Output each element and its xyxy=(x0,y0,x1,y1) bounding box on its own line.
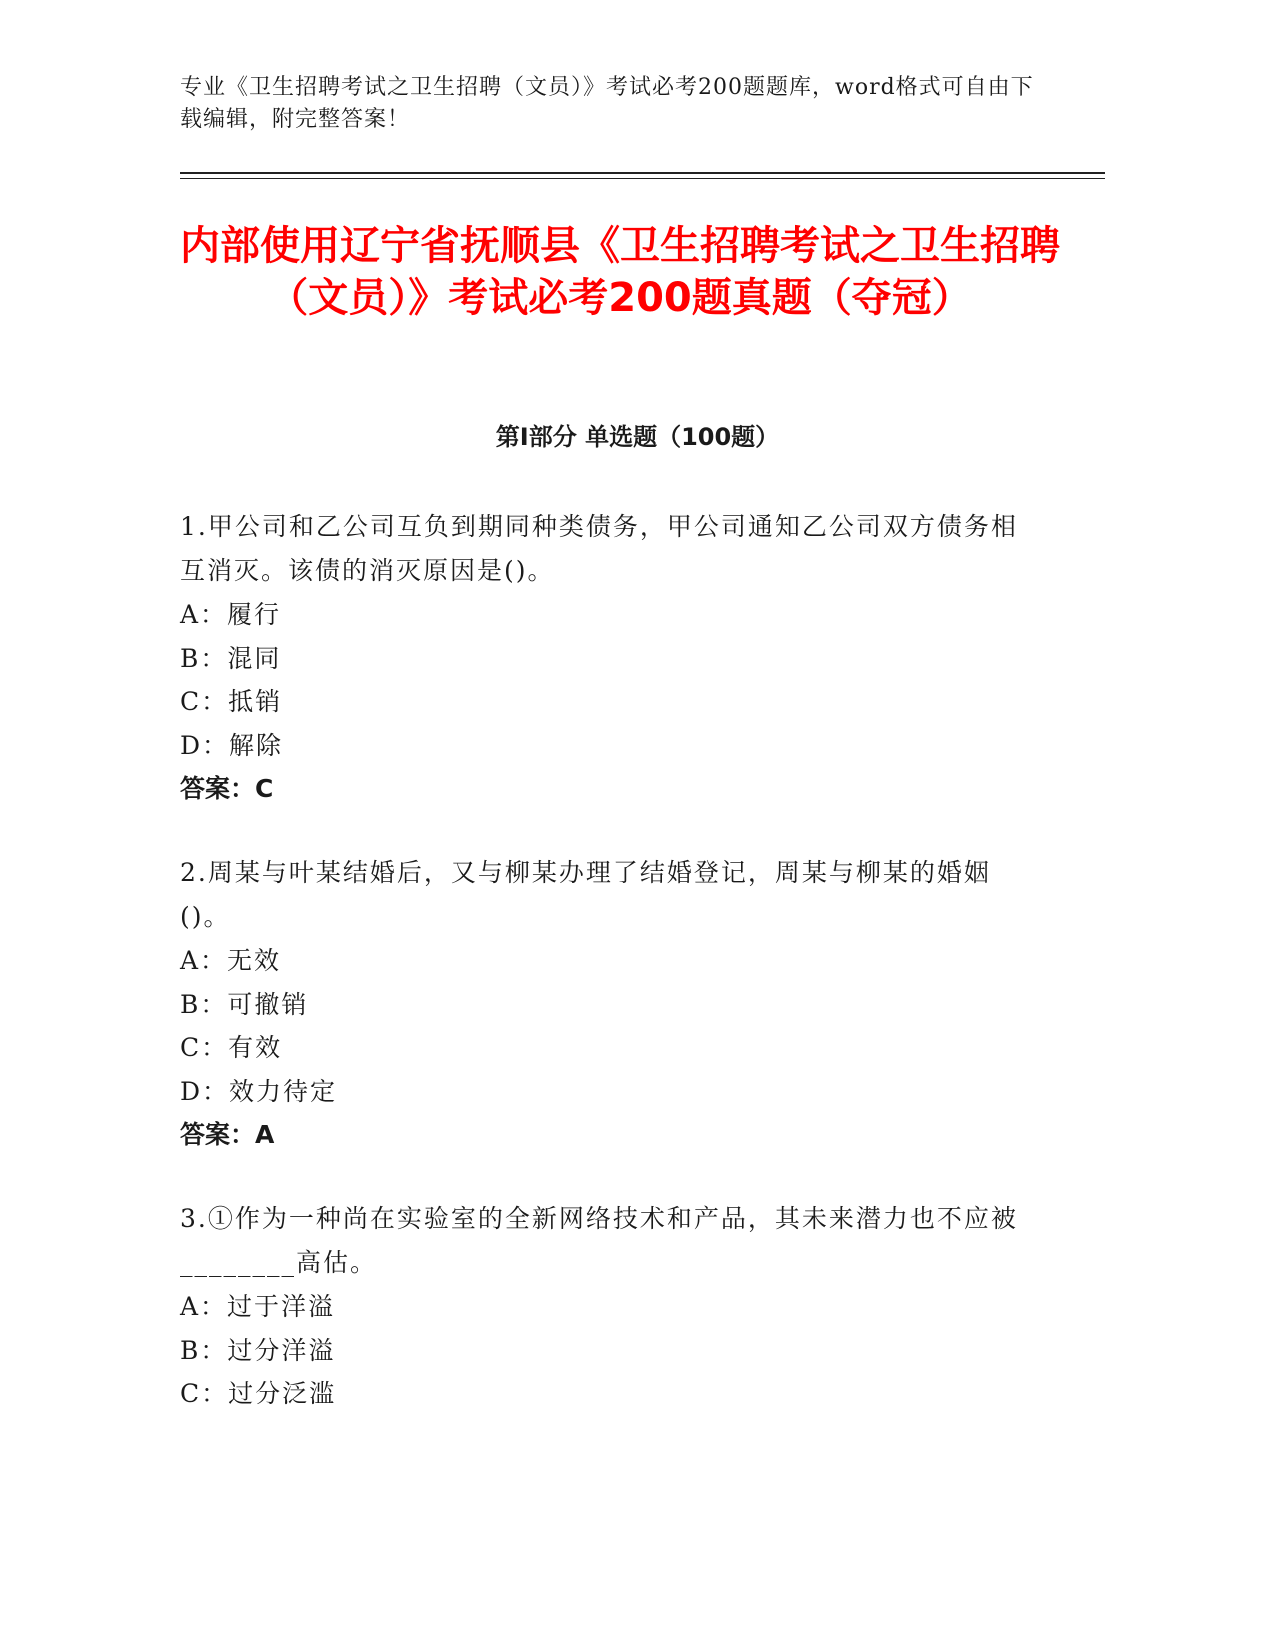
option-b: B：过分洋溢 xyxy=(180,1335,336,1365)
option-d: D：解除 xyxy=(180,730,284,760)
option-c: C：过分泛滥 xyxy=(180,1379,337,1408)
question-stem: 2.周某与叶某结婚后，又与柳某办理了结婚登记，周某与柳某的婚姻()。 xyxy=(180,858,991,931)
intro-text: 专业《卫生招聘考试之卫生招聘（文员）》考试必考200题题库，word格式可自由下载编辑，附完整答案！ xyxy=(180,75,1034,132)
header-rule-thin xyxy=(180,178,1105,179)
option-c: C：抵销 xyxy=(180,687,283,716)
question-stem: 1.甲公司和乙公司互负到期同种类债务，甲公司通知乙公司双方债务相互消灭。该债的消灭原因是()。 xyxy=(180,512,1018,585)
option-b: B：混同 xyxy=(180,643,282,673)
option-a: A：无效 xyxy=(180,946,282,975)
answer-label: 答案：A xyxy=(180,1120,275,1149)
option-a: A：履行 xyxy=(180,600,282,629)
option-a: A：过于洋溢 xyxy=(180,1292,336,1321)
option-d: D：效力待定 xyxy=(180,1076,338,1106)
header-rule-thick xyxy=(180,172,1105,174)
answer-label: 答案：C xyxy=(180,774,274,803)
question-3 xyxy=(180,1197,1020,1416)
question-list xyxy=(180,505,1020,1456)
section-title: 第I部分 单选题（100题） xyxy=(495,423,780,451)
document-title: 内部使用辽宁省抚顺县《卫生招聘考试之卫生招聘（文员）》考试必考200题真题（夺冠） xyxy=(180,223,1060,321)
question-stem: 3.①作为一种尚在实验室的全新网络技术和产品，其未来潜力也不应被________高估。 xyxy=(180,1204,1018,1277)
question-1 xyxy=(180,505,1020,811)
option-b: B：可撤销 xyxy=(180,989,309,1019)
question-2 xyxy=(180,851,1020,1157)
option-c: C：有效 xyxy=(180,1033,283,1062)
